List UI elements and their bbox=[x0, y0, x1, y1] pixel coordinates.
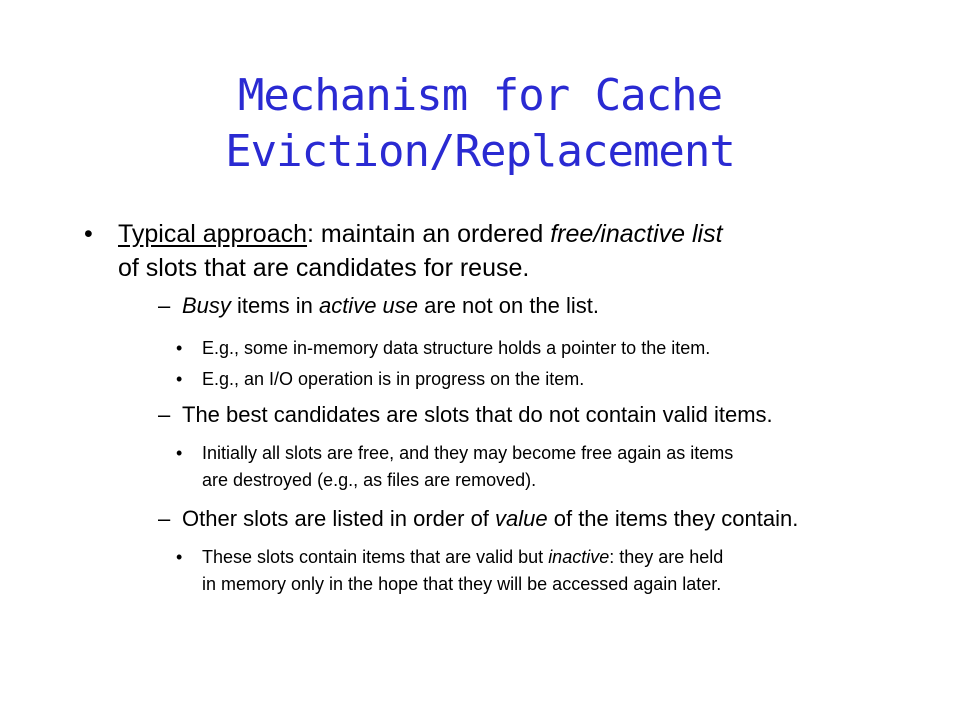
initially-free-line2: are destroyed (e.g., as files are removed). bbox=[202, 470, 537, 490]
bullet-marker: • bbox=[176, 338, 183, 358]
bullet-typical-approach: Typical approach: maintain an ordered free/inactive list bbox=[118, 220, 723, 248]
dash-marker: – bbox=[158, 293, 171, 318]
bullet-marker: • bbox=[84, 220, 93, 248]
typical-approach-label: Typical approach bbox=[118, 220, 308, 248]
bullet-marker: • bbox=[176, 443, 183, 463]
inactive-slots-line1: These slots contain items that are valid but inactive: they are held bbox=[202, 547, 724, 567]
dash-marker: – bbox=[158, 402, 171, 427]
inactive-slots-line2: in memory only in the hope that they will be accessed again later. bbox=[202, 574, 722, 594]
sub-bullet-busy-items: Busy items in active use are not on the list. bbox=[182, 293, 600, 318]
bullet-typical-approach-line2: of slots that are candidates for reuse. bbox=[118, 254, 530, 282]
dash-marker: – bbox=[158, 506, 171, 531]
title-line-2: Eviction/Replacement bbox=[225, 126, 735, 177]
initially-free-line1: Initially all slots are free, and they may become free again as items bbox=[202, 443, 734, 463]
bullet-marker: • bbox=[176, 369, 183, 389]
example-pointer: E.g., some in-memory data structure holds a pointer to the item. bbox=[202, 338, 711, 358]
sub-bullet-best-candidates: The best candidates are slots that do not contain valid items. bbox=[182, 402, 773, 427]
title-line-1: Mechanism for Cache bbox=[237, 70, 723, 121]
sub-bullet-other-slots: Other slots are listed in order of value of the items they contain. bbox=[182, 506, 799, 531]
example-io-operation: E.g., an I/O operation is in progress on the item. bbox=[202, 369, 585, 389]
bullet-marker: • bbox=[176, 547, 183, 567]
